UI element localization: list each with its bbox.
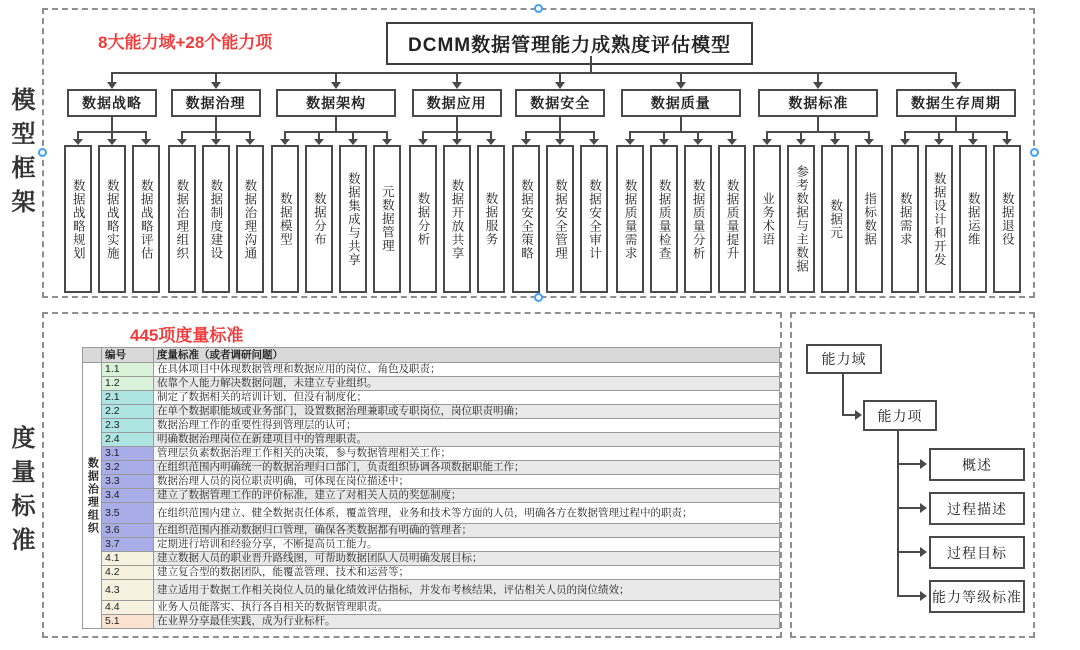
table-row[interactable]: 2.2 在单个数据职能域或业务部门，设置数据治理兼职或专职岗位，岗位职责明确； (83, 405, 780, 419)
capability-item: 参考数据与主数据 (787, 145, 815, 293)
process-description-box: 过程描述 (929, 492, 1025, 525)
table-row[interactable]: 3.6 在组织范围内推动数据归口管理，确保各类数据都有明确的管理者； (83, 524, 780, 538)
group-label-cell: 数据治理组织 (83, 363, 102, 629)
connector-line (897, 431, 899, 597)
standards-table (82, 347, 780, 629)
arrow-down-icon (555, 82, 565, 89)
table-row[interactable]: 4.3 建立适用于数据工作相关岗位人员的量化绩效评估指标，并发布考核结果，评估相关人员的岗位绩效； (83, 580, 780, 601)
table-row[interactable]: 3.2 在组织范围内明确统一的数据治理归口部门，负责组织协调各项数据职能工作； (83, 461, 780, 475)
domain-box: 数据应用 (412, 89, 502, 117)
structure-panel[interactable] (790, 312, 1035, 638)
selection-handle-bottom[interactable] (534, 293, 543, 302)
table-row[interactable]: 3.4 建立了数据管理工作的评价标准，建立了对相关人员的奖惩制度； (83, 489, 780, 503)
arrow-down-icon (951, 82, 961, 89)
arrow-down-icon (452, 82, 462, 89)
arrow-right-icon (920, 591, 927, 601)
table-header-row (83, 348, 780, 363)
capability-item: 数据开放共享 (443, 145, 471, 293)
connector-line (897, 507, 922, 509)
arrow-down-icon (676, 82, 686, 89)
domain-group-standards (753, 72, 883, 293)
arrow-down-icon (813, 82, 823, 89)
standards-panel[interactable] (42, 312, 782, 638)
domain-box: 数据生存周期 (896, 89, 1016, 117)
selection-handle-left[interactable] (38, 148, 47, 157)
domain-group-lifecycle (891, 72, 1021, 293)
table-row[interactable]: 4.4 业务人员能落实、执行各自相关的数据管理职责。 (83, 601, 780, 615)
framework-section-label: 模型框架 (7, 86, 34, 223)
domain-box: 数据标准 (758, 89, 878, 117)
capability-item: 数据模型 (271, 145, 299, 293)
table-row[interactable]: 5.1 在业界分享最佳实践，成为行业标杆。 (83, 615, 780, 629)
capability-item: 数据设计和开发 (925, 145, 953, 293)
domain-group-strategy (64, 72, 160, 293)
table-row[interactable]: 1.2 依靠个人能力解决数据问题，未建立专业组织。 (83, 377, 780, 391)
header-desc: 度量标准（或者调研问题） (154, 348, 780, 363)
arrow-down-icon (211, 82, 221, 89)
capability-item: 数据质量提升 (718, 145, 746, 293)
capability-item: 数据治理沟通 (236, 145, 264, 293)
selection-handle-top[interactable] (534, 4, 543, 13)
arrow-right-icon (920, 547, 927, 557)
table-row[interactable]: 2.3 数据治理工作的重要性得到管理层的认可； (83, 419, 780, 433)
capability-item: 数据质量需求 (616, 145, 644, 293)
capability-item: 数据分布 (305, 145, 333, 293)
domain-group-application (409, 72, 505, 293)
capability-item: 数据需求 (891, 145, 919, 293)
capability-item: 数据质量检查 (650, 145, 678, 293)
capability-item: 数据战略评估 (132, 145, 160, 293)
capability-item: 数据运维 (959, 145, 987, 293)
arrow-right-icon (920, 459, 927, 469)
header-empty (83, 348, 102, 363)
arrow-down-icon (107, 82, 117, 89)
selection-handle-right[interactable] (1030, 148, 1039, 157)
connector-line (897, 551, 922, 553)
table-row[interactable]: 3.3 数据治理人员的岗位职责明确，可体现在岗位描述中； (83, 475, 780, 489)
framework-panel[interactable] (42, 8, 1035, 298)
domain-box: 数据质量 (621, 89, 741, 117)
connector-line (897, 463, 922, 465)
connector-line (590, 56, 592, 73)
domain-group-security (512, 72, 608, 293)
arrow-right-icon (920, 503, 927, 513)
capability-item: 数据安全管理 (546, 145, 574, 293)
table-row[interactable]: 3.7 定期进行培训和经验分享，不断提高员工能力。 (83, 538, 780, 552)
capability-item: 数据分析 (409, 145, 437, 293)
capability-item: 业务术语 (753, 145, 781, 293)
capability-item: 数据元 (821, 145, 849, 293)
table-row[interactable]: 3.1 管理层负素数据治理工作相关的决策，参与数据管理相关工作； (83, 447, 780, 461)
capability-item: 数据战略实施 (98, 145, 126, 293)
capability-level-standard-box: 能力等级标准 (929, 580, 1025, 613)
domain-group-quality (616, 72, 746, 293)
table-row[interactable]: 4.1 建立数据人员的职业晋升路线图，可帮助数据团队人员明确发展目标； (83, 552, 780, 566)
capability-item: 指标数据 (855, 145, 883, 293)
domain-box: 数据治理 (171, 89, 261, 117)
process-goal-box: 过程目标 (929, 536, 1025, 569)
domain-box: 数据安全 (515, 89, 605, 117)
domain-group-governance (168, 72, 264, 293)
capability-item: 数据制度建设 (202, 145, 230, 293)
capability-item: 数据安全审计 (580, 145, 608, 293)
capability-item: 数据集成与共享 (339, 145, 367, 293)
header-id: 编号 (102, 348, 154, 363)
capability-item: 数据质量分析 (684, 145, 712, 293)
domain-group-architecture (271, 72, 401, 293)
model-title: DCMM数据管理能力成熟度评估模型 (386, 22, 753, 65)
capability-count-badge: 8大能力域+28个能力项 (98, 33, 273, 52)
domain-box: 数据架构 (276, 89, 396, 117)
overview-box: 概述 (929, 448, 1025, 481)
table-row[interactable]: 3.5 在组织范围内建立、健全数据责任体系，覆盖管理，业务和技术等方面的人员，明确各方在数据管理过程中的职责； (83, 503, 780, 524)
domain-groups (64, 72, 1021, 293)
standards-section-label: 度量标准 (7, 425, 34, 561)
arrow-down-icon (331, 82, 341, 89)
capability-item: 数据服务 (477, 145, 505, 293)
connector-line (897, 595, 922, 597)
table-row[interactable]: 数据治理组织 1.1 在具体项目中体现数据管理和数据应用的岗位、角色及职责； (83, 363, 780, 377)
table-row[interactable]: 2.4 明确数据治理岗位在新建项目中的管理职责。 (83, 433, 780, 447)
connector-line (842, 374, 844, 416)
capability-item: 数据战略规划 (64, 145, 92, 293)
capability-domain-box: 能力域 (806, 344, 882, 374)
domain-box: 数据战略 (67, 89, 157, 117)
standards-count-badge: 445项度量标准 (130, 326, 244, 345)
capability-item: 数据退役 (993, 145, 1021, 293)
capability-item: 数据治理组织 (168, 145, 196, 293)
capability-item-box: 能力项 (863, 400, 937, 431)
table-row[interactable]: 4.2 建立复合型的数据团队，能覆盖管理、技术和运营等； (83, 566, 780, 580)
capability-item: 元数据管理 (373, 145, 401, 293)
capability-item: 数据安全策略 (512, 145, 540, 293)
table-row[interactable]: 2.1 制定了数据相关的培训计划，但没有制度化； (83, 391, 780, 405)
arrow-right-icon (855, 410, 862, 420)
